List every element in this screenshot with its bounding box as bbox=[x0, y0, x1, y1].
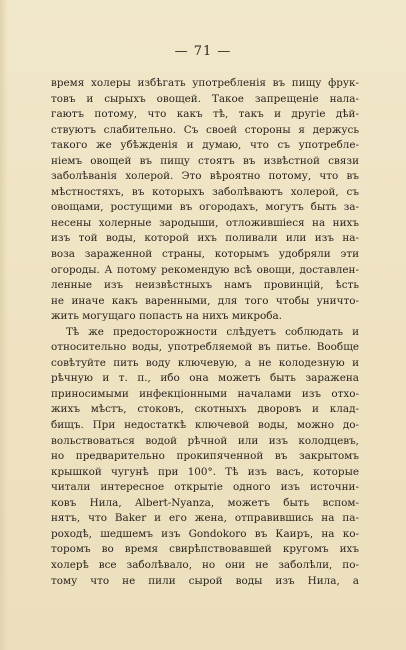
text-line: время холеры избѣгать употребленія въ пищу фрук- bbox=[51, 77, 359, 89]
text-line: жихъ мѣстъ, стоковъ, скотныхъ дворовъ и клад- bbox=[51, 403, 359, 416]
text-line: заболѣванія холерой. Это вѣроятно потому, что въ bbox=[51, 170, 359, 183]
text-line: нятъ, что Baker и его жена, отправившись на па- bbox=[51, 512, 359, 525]
text-line: ковъ Нила, Albert-Nyanza, можетъ быть вспом- bbox=[51, 496, 359, 509]
text-line: гаютъ потому, что какъ тѣ, такъ и другіе дѣй- bbox=[51, 108, 359, 121]
paragraph-1 bbox=[51, 76, 359, 325]
text-line: роходѣ, шедшемъ изъ Gondokoro въ Каиръ, на ко- bbox=[51, 527, 359, 540]
text-line: жить могущаго попасть на нихъ микроба. bbox=[51, 310, 282, 323]
text-line: ленные изъ неизвѣстныхъ намъ провинцій, ѣсть bbox=[51, 279, 359, 292]
text-line: несены холерные зародыши, отложившіеся на нихъ bbox=[51, 216, 359, 229]
body-text bbox=[51, 76, 359, 589]
text-line: Тѣ же предосторожности слѣдуетъ соблюдать и bbox=[66, 325, 359, 338]
text-line: но предварительно прокипяченной въ закрытомъ bbox=[51, 450, 359, 463]
text-line: не иначе какъ варенными, для того чтобы уничто- bbox=[51, 294, 359, 307]
text-line: овощами, ростущими въ огородахъ, могутъ быть за- bbox=[51, 201, 359, 214]
text-line: ніемъ овощей въ пищу стоятъ въ извѣстной связи bbox=[51, 154, 359, 167]
text-line: изъ той воды, которой ихъ поливали или изъ на- bbox=[51, 232, 359, 245]
text-line: бищъ. При недостаткѣ ключевой воды, можно до- bbox=[51, 419, 359, 432]
text-line: ствуютъ слабительно. Съ своей стороны я держусь bbox=[51, 123, 359, 136]
text-line: рѣчную и т. п., ибо она можетъ быть заражена bbox=[51, 372, 359, 385]
text-line: воза зараженной страны, которымъ удобряли эти bbox=[51, 248, 359, 261]
text-line: холерѣ все заболѣвало, но они не заболѣли, по- bbox=[51, 558, 359, 571]
text-line: такого же убѣжденія и думаю, что съ употребле- bbox=[51, 139, 359, 152]
text-line: вольствоваться водой рѣчной или изъ колодцевъ, bbox=[51, 434, 359, 447]
text-line: торомъ во время свирѣпствовавшей кругомъ ихъ bbox=[51, 543, 359, 556]
text-line: товъ и сырыхъ овощей. Такое запрещеніе нала- bbox=[51, 92, 359, 105]
text-line: мѣстностяхъ, въ которыхъ заболѣваютъ холерой, съ bbox=[51, 185, 359, 198]
text-line: относительно воды, употребляемой въ питье. Вообще bbox=[51, 341, 359, 354]
text-line: приносимыми инфекціонными началами изъ отхо- bbox=[51, 387, 359, 400]
text-line: крышкой чугунѣ при 100°. Тѣ изъ васъ, которые bbox=[51, 465, 359, 478]
paragraph-2 bbox=[51, 325, 359, 589]
text-line: тому что не пили сырой воды изъ Нила, а bbox=[51, 574, 359, 587]
page-number: — 71 — bbox=[174, 44, 232, 59]
text-line: огороды. А потому рекомендую всѣ овощи, доставлен- bbox=[51, 263, 359, 276]
text-line: читали интересное открытіе одного изъ источни- bbox=[51, 481, 359, 494]
text-line: совѣтуйте пить воду ключевую, а не колодезную и bbox=[51, 356, 359, 369]
page-gutter-shadow bbox=[0, 0, 8, 650]
